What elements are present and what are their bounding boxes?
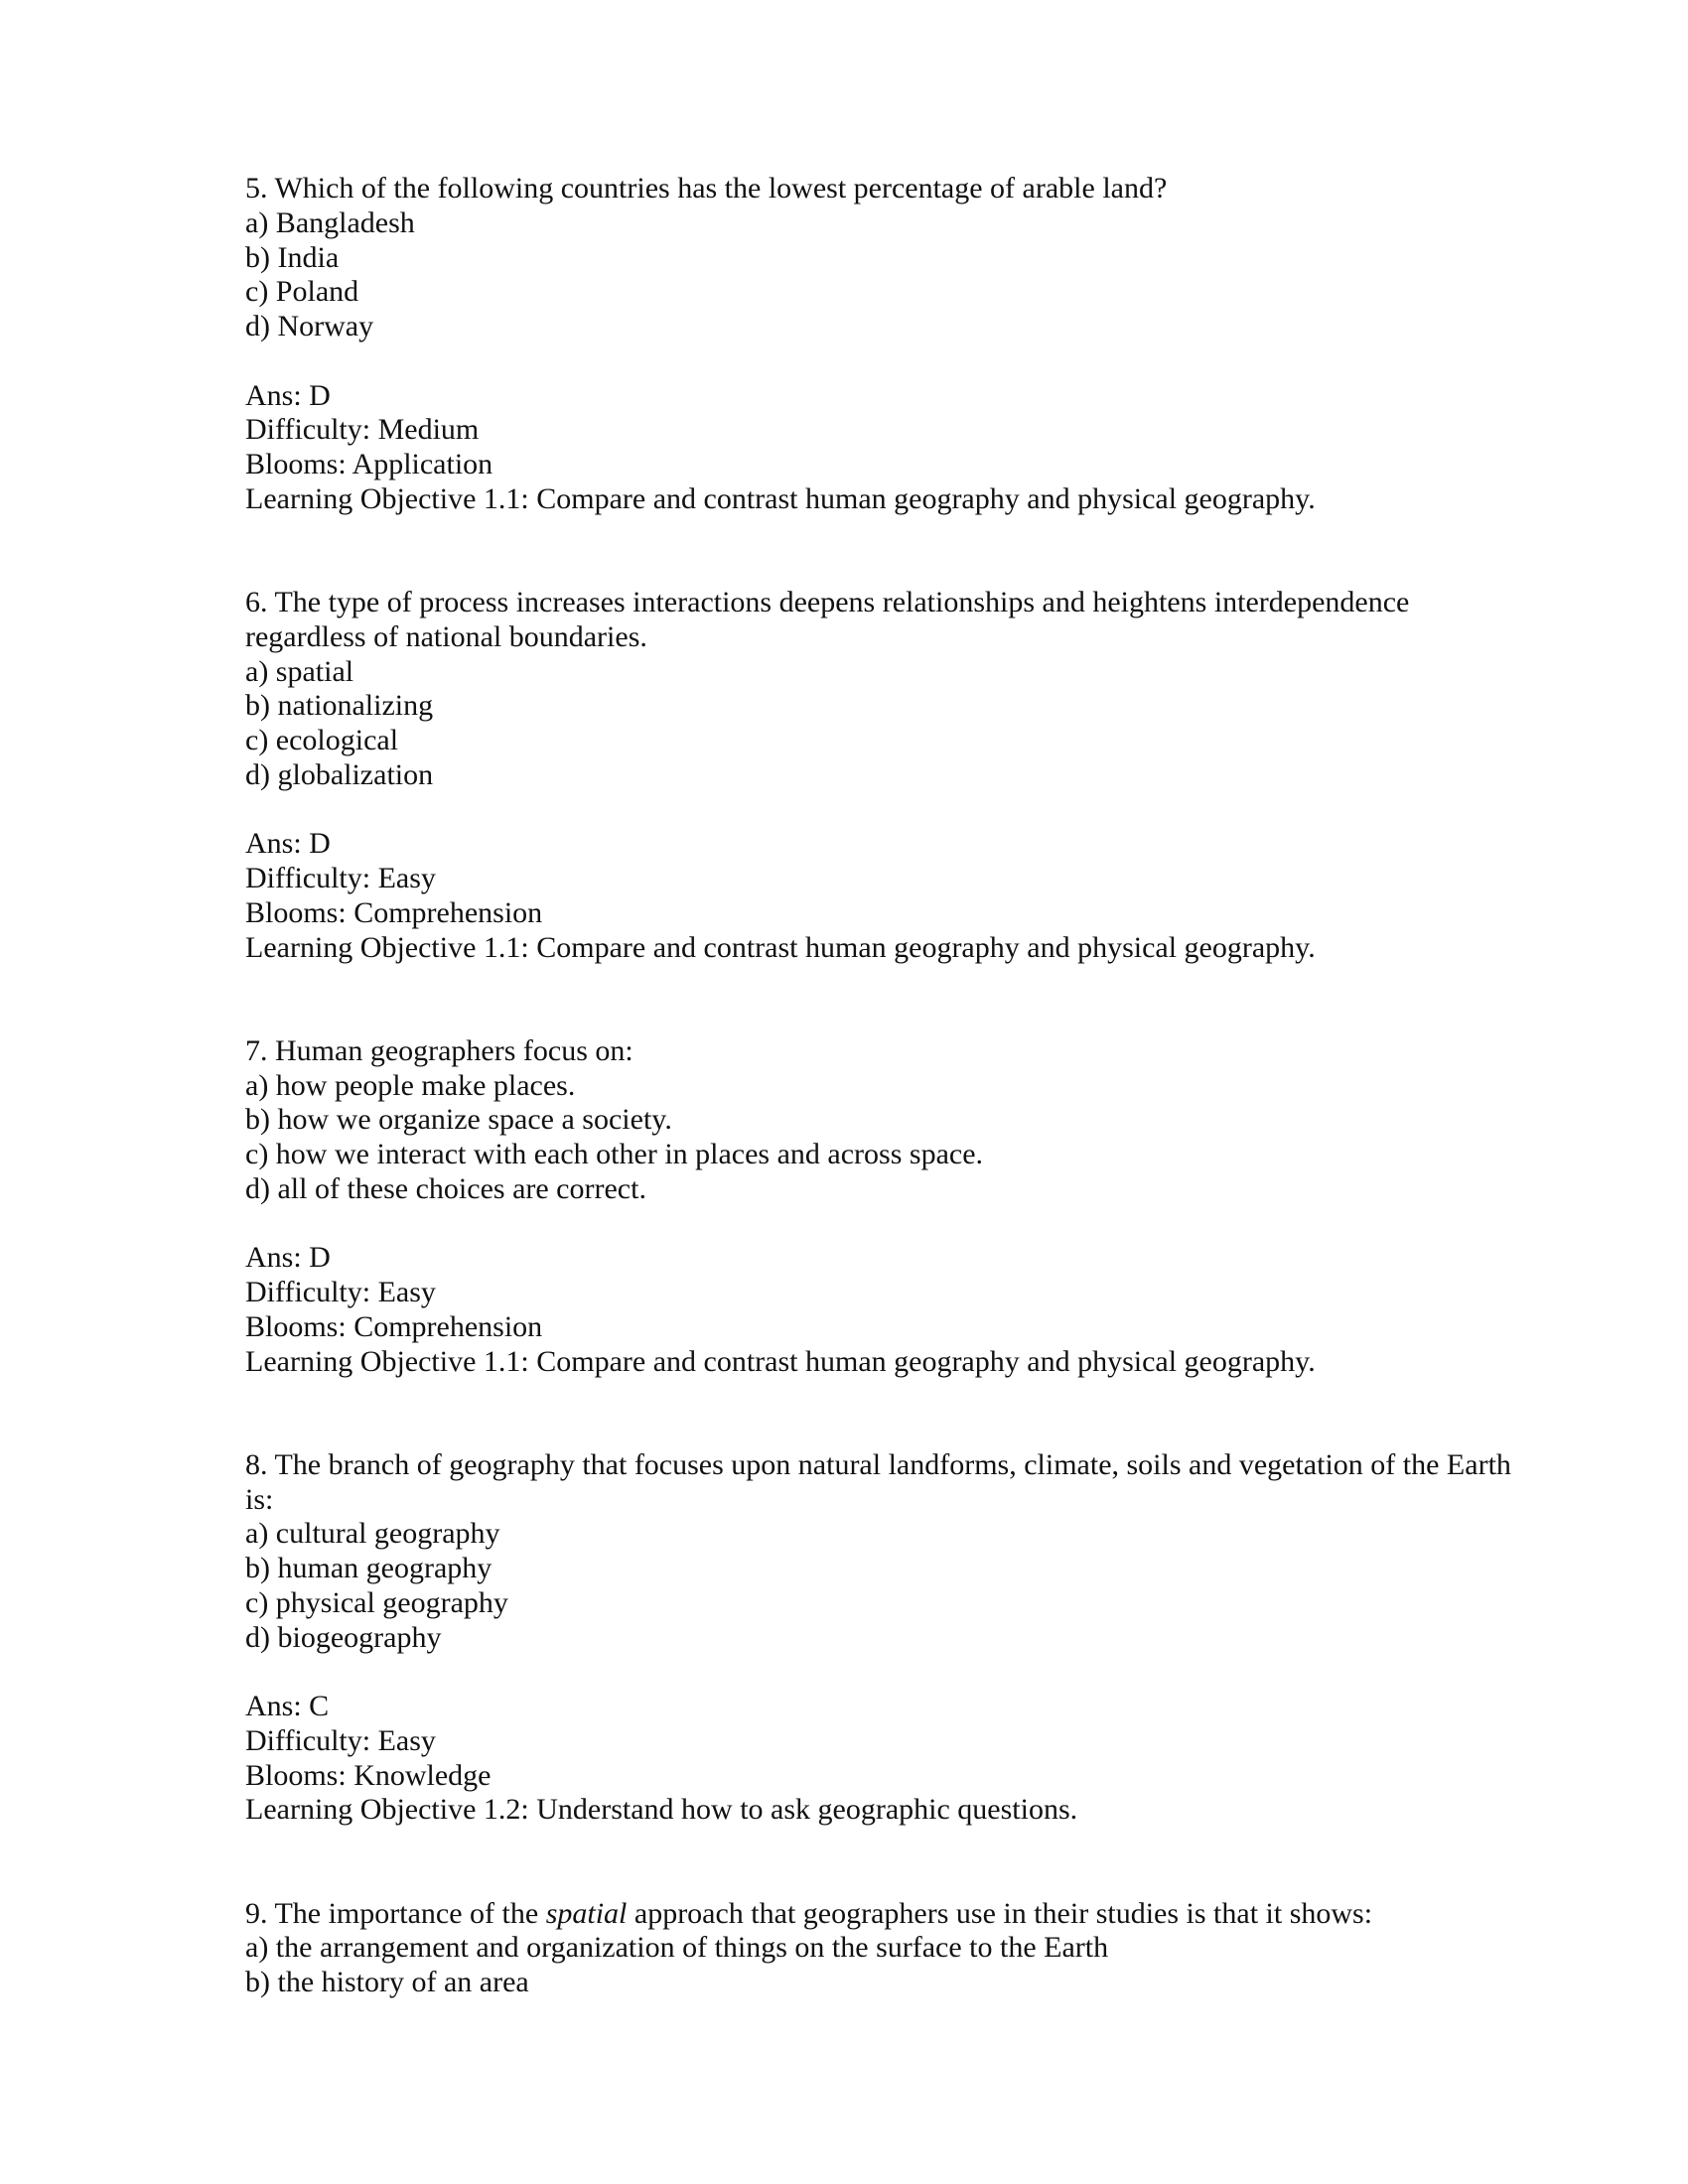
answer-option: b) human geography xyxy=(245,1552,492,1584)
answer-option: c) ecological xyxy=(245,724,399,756)
learning-objective: Learning Objective 1.1: Compare and contrast human geography and physical geography. xyxy=(245,481,1316,515)
question-stem xyxy=(245,1897,1536,1932)
blooms-level: Blooms: Comprehension xyxy=(245,895,543,929)
answer-option: d) Norway xyxy=(245,310,374,342)
learning-objective: Learning Objective 1.1: Compare and contrast human geography and physical geography. xyxy=(245,1344,1316,1378)
blooms-level: Blooms: Knowledge xyxy=(245,1758,492,1792)
question-stem: 7. Human geographers focus on: xyxy=(245,1033,633,1067)
learning-objective: Learning Objective 1.2: Understand how to ask geographic questions. xyxy=(245,1793,1078,1827)
blooms-level: Blooms: Comprehension xyxy=(245,1309,543,1343)
blank-line xyxy=(245,793,1536,828)
spacer xyxy=(245,1828,1536,1897)
question-stem-text: 9. The importance of the xyxy=(245,1896,546,1930)
spacer xyxy=(245,517,1536,587)
learning-objective: Learning Objective 1.1: Compare and contrast human geography and physical geography. xyxy=(245,930,1316,964)
difficulty: Difficulty: Easy xyxy=(245,1723,436,1757)
answer-option: a) how people make places. xyxy=(245,1068,576,1102)
answer-option: b) how we organize space a society. xyxy=(245,1103,672,1137)
emphasized-term: spatial xyxy=(545,1896,628,1930)
question-stem: regardless of national boundaries. xyxy=(245,619,647,653)
spacer xyxy=(245,965,1536,1034)
blooms-level: Blooms: Application xyxy=(245,448,493,480)
question-stem-text: approach that geographers use in their studies is that it shows: xyxy=(627,1896,1373,1930)
answer-option: d) globalization xyxy=(245,757,434,791)
answer-option: b) India xyxy=(245,240,340,274)
answer-option: d) biogeography xyxy=(245,1620,442,1654)
answer-option: d) all of these choices are correct. xyxy=(245,1171,646,1205)
answer-option: c) Poland xyxy=(245,275,359,309)
question-stem: 5. Which of the following countries has the lowest percentage of arable land? xyxy=(245,172,1168,205)
answer-option: c) how we interact with each other in places and across space. xyxy=(245,1138,984,1170)
difficulty: Difficulty: Medium xyxy=(245,413,480,447)
question-stem: 6. The type of process increases interactions deepens relationships and heightens interdependence xyxy=(245,586,1410,618)
answer-option: a) spatial xyxy=(245,654,354,688)
answer-option: b) nationalizing xyxy=(245,689,434,723)
answer-key: Ans: C xyxy=(245,1690,330,1722)
answer-option: a) the arrangement and organization of things on the surface to the Earth xyxy=(245,1931,1109,1965)
answer-key: Ans: D xyxy=(245,827,331,861)
answer-option: a) cultural geography xyxy=(245,1517,500,1551)
question-stem: 8. The branch of geography that focuses upon natural landforms, climate, soils and vegetation of the Earth xyxy=(245,1447,1511,1481)
answer-key: Ans: D xyxy=(245,378,331,412)
answer-option: a) Bangladesh xyxy=(245,205,415,239)
answer-key: Ans: D xyxy=(245,1241,331,1275)
blank-line xyxy=(245,1655,1536,1690)
blank-line xyxy=(245,344,1536,379)
spacer xyxy=(245,1379,1536,1448)
answer-option: c) physical geography xyxy=(245,1585,508,1619)
difficulty: Difficulty: Easy xyxy=(245,862,436,894)
blank-line xyxy=(245,1207,1536,1242)
document-page xyxy=(245,172,1536,2000)
difficulty: Difficulty: Easy xyxy=(245,1276,436,1308)
question-stem: is: xyxy=(245,1482,274,1516)
answer-option: b) the history of an area xyxy=(245,1966,529,1998)
